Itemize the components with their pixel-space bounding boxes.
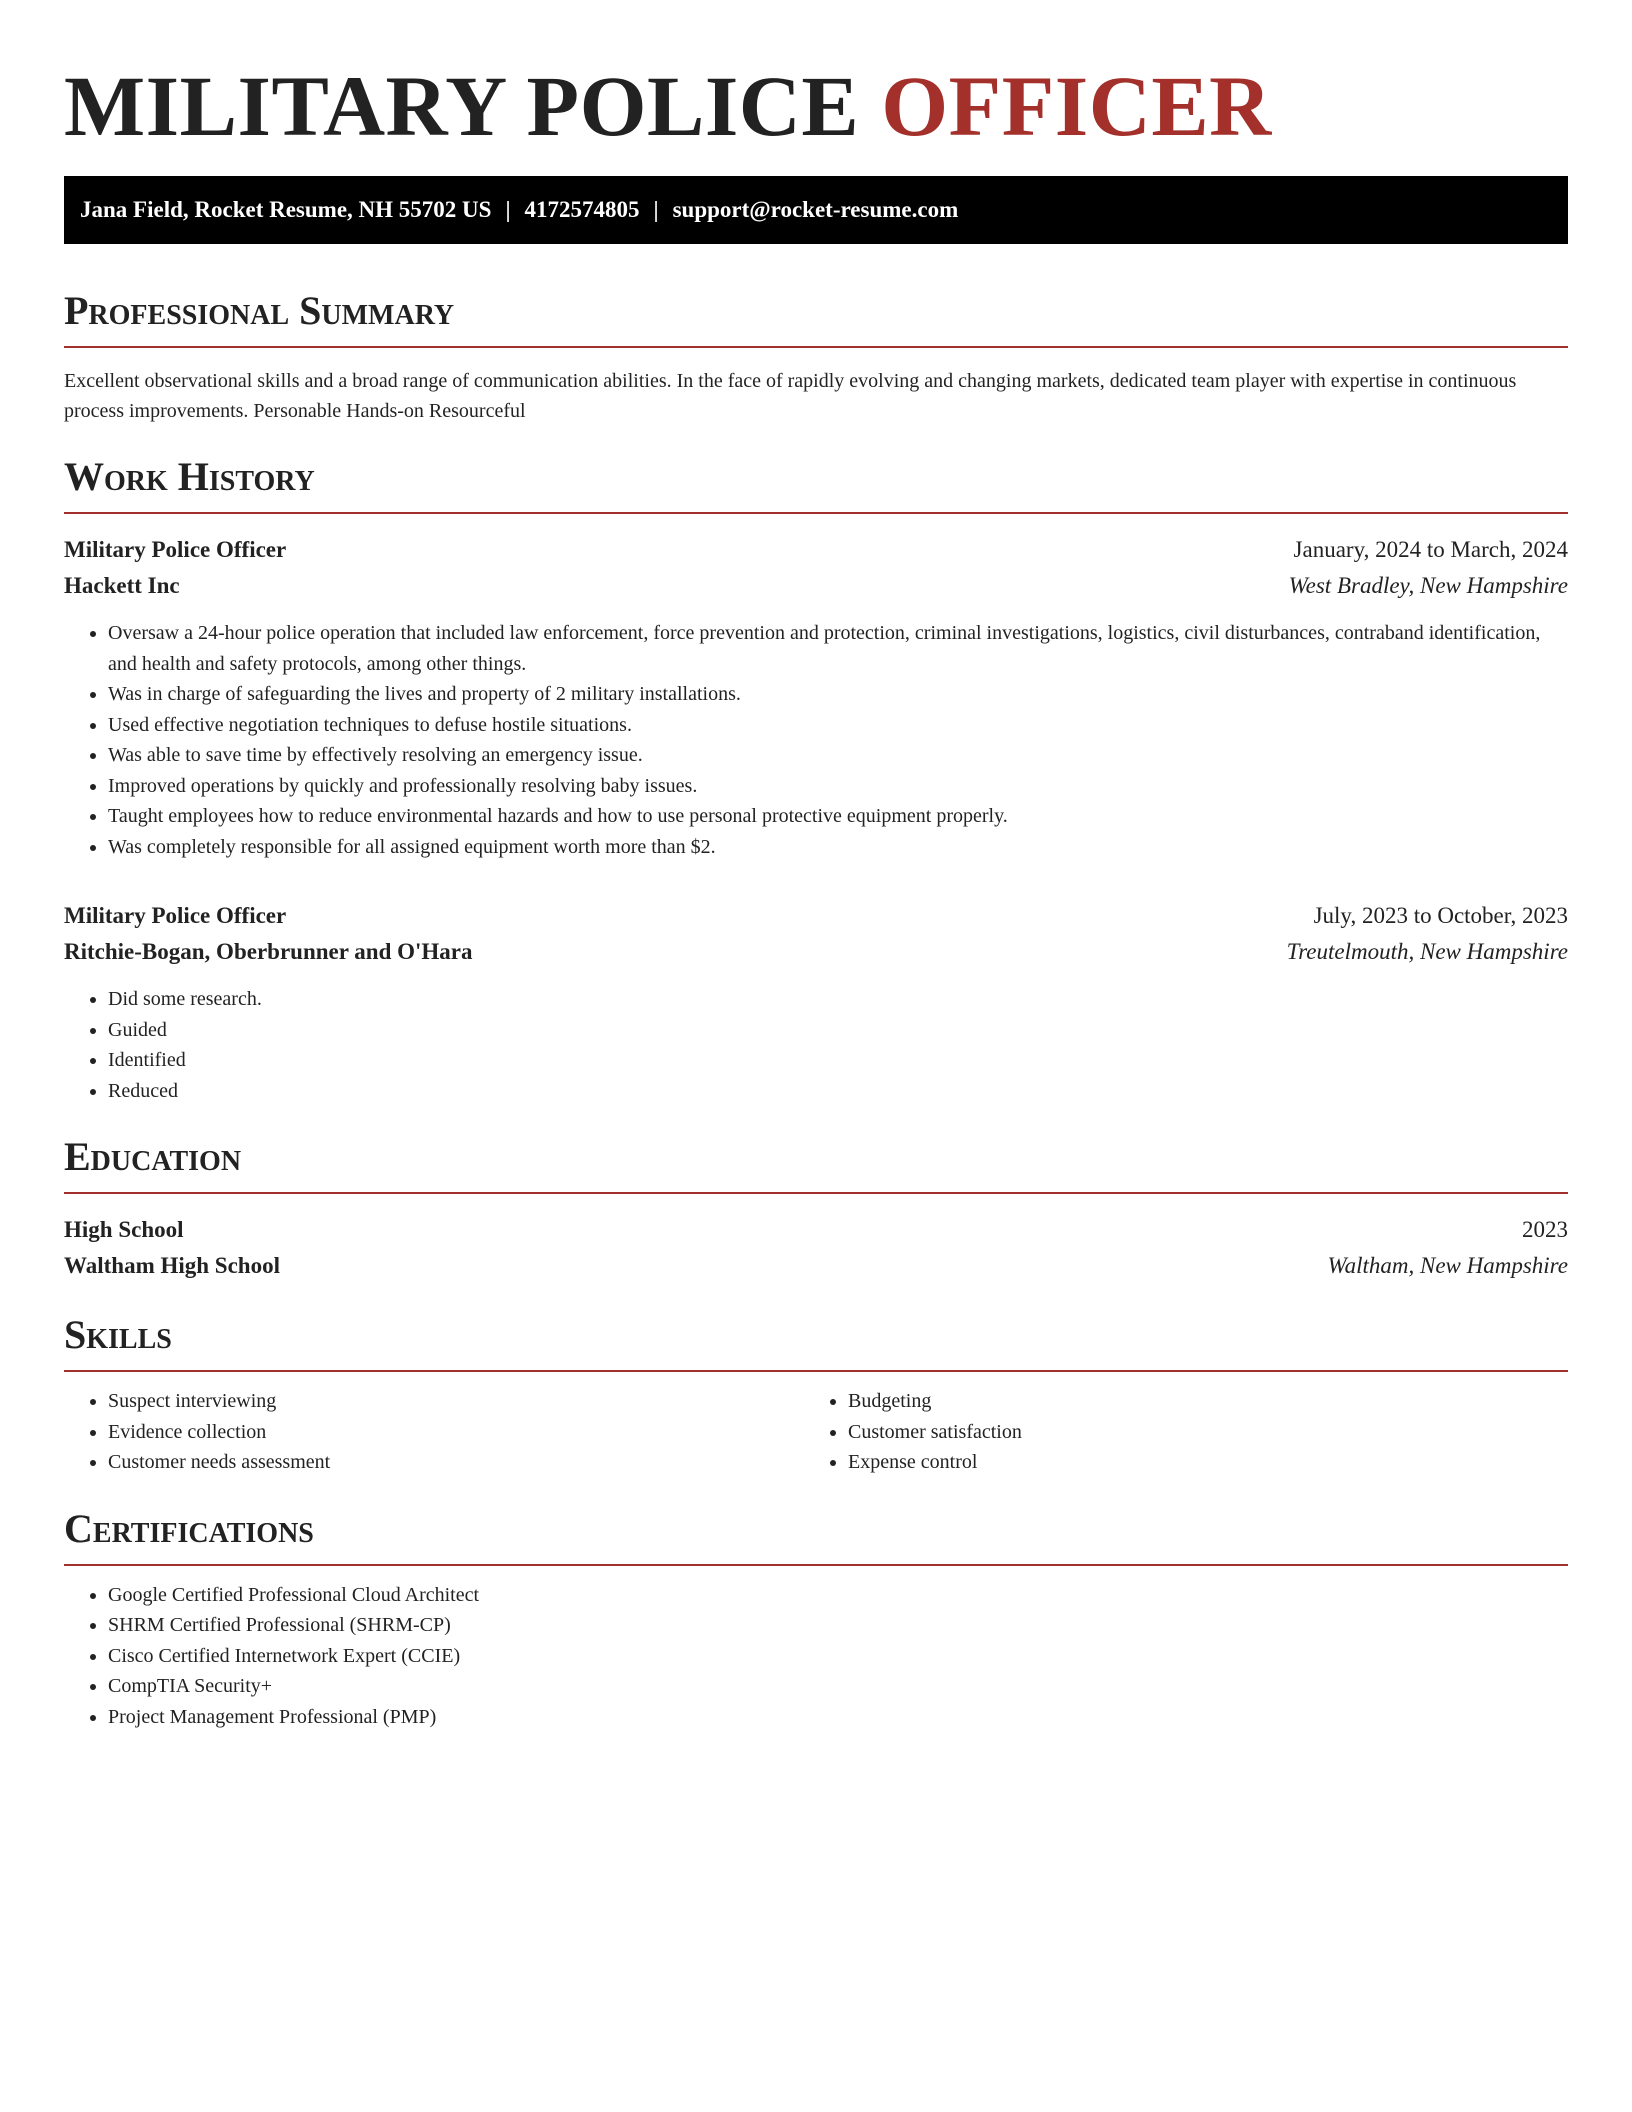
contact-email: support@rocket-resume.com xyxy=(672,197,959,222)
education-school-row xyxy=(64,1248,1568,1284)
contact-phone: 4172574805 xyxy=(524,197,640,222)
education-location: Waltham, New Hampshire xyxy=(1327,1253,1568,1278)
page-title xyxy=(64,56,1568,156)
list-item: • Used effective negotiation techniques to defuse hostile situations. xyxy=(108,710,1568,741)
list-item: • SHRM Certified Professional (SHRM-CP) xyxy=(108,1610,1568,1641)
section-heading-certifications: Certifications xyxy=(64,1506,1568,1566)
list-item: • Identified xyxy=(108,1045,1568,1076)
list-item: • CompTIA Security+ xyxy=(108,1671,1568,1702)
job-title: Military Police Officer xyxy=(64,537,287,562)
section-heading-summary: Professional Summary xyxy=(64,288,1568,348)
summary-section xyxy=(64,288,1568,426)
section-heading-education: Education xyxy=(64,1134,1568,1194)
list-item: • Project Management Professional (PMP) xyxy=(108,1702,1568,1733)
contact-address: Jana Field, Rocket Resume, NH 55702 US xyxy=(80,197,492,222)
contact-separator: | xyxy=(505,197,511,222)
summary-text: Excellent observational skills and a broad range of communication abilities. In the face of rapidly evolving and changing markets, dedicated team player with expertise in continuous process improvements. Personable Hands-on Resourceful xyxy=(64,370,1517,422)
job-dates: July, 2023 to October, 2023 xyxy=(1313,903,1568,928)
job-company-row xyxy=(64,568,1568,604)
list-item: • Oversaw a 24-hour police operation that included law enforcement, force prevention and protection, criminal investigations, logistics, civil disturbances, contraband identification, and health and safety protocols, among other things. xyxy=(108,618,1568,679)
job-location: West Bradley, New Hampshire xyxy=(1288,573,1568,598)
education-year: 2023 xyxy=(1522,1217,1568,1242)
contact-separator: | xyxy=(653,197,659,222)
job-header-row xyxy=(64,532,1568,568)
contact-bar xyxy=(64,176,1568,244)
education-entry xyxy=(64,1212,1568,1284)
job-dates: January, 2024 to March, 2024 xyxy=(1293,537,1568,562)
job-entry xyxy=(64,898,1568,1106)
list-item: • Reduced xyxy=(108,1076,1568,1107)
list-item: • Did some research. xyxy=(108,984,1568,1015)
skills-list-left xyxy=(64,1386,804,1478)
skills-section xyxy=(64,1312,1568,1478)
job-company-row xyxy=(64,934,1568,970)
section-heading-skills: Skills xyxy=(64,1312,1568,1372)
job-bullets xyxy=(64,618,1568,862)
list-item: • Guided xyxy=(108,1015,1568,1046)
list-item: • Improved operations by quickly and professionally resolving baby issues. xyxy=(108,771,1568,802)
skills-list-right xyxy=(804,1386,1544,1478)
list-item: • Expense control xyxy=(848,1447,1544,1478)
job-company: Hackett Inc xyxy=(64,573,180,598)
education-degree: High School xyxy=(64,1217,184,1242)
job-bullets xyxy=(64,984,1568,1106)
list-item: • Customer needs assessment xyxy=(108,1447,804,1478)
job-location: Treutelmouth, New Hampshire xyxy=(1286,939,1568,964)
list-item: • Was in charge of safeguarding the lives and property of 2 military installations. xyxy=(108,679,1568,710)
title-main: MILITARY POLICE xyxy=(64,58,860,154)
certifications-list xyxy=(64,1580,1568,1733)
education-header-row xyxy=(64,1212,1568,1248)
list-item: • Was completely responsible for all assigned equipment worth more than $2. xyxy=(108,832,1568,863)
list-item: • Was able to save time by effectively resolving an emergency issue. xyxy=(108,740,1568,771)
list-item: • Customer satisfaction xyxy=(848,1417,1544,1448)
job-entry xyxy=(64,532,1568,862)
list-item: • Suspect interviewing xyxy=(108,1386,804,1417)
section-heading-work: Work History xyxy=(64,454,1568,514)
list-item: • Cisco Certified Internetwork Expert (CCIE) xyxy=(108,1641,1568,1672)
list-item: • Evidence collection xyxy=(108,1417,804,1448)
list-item: • Taught employees how to reduce environmental hazards and how to use personal protective equipment properly. xyxy=(108,801,1568,832)
skills-grid xyxy=(64,1386,1568,1478)
education-school: Waltham High School xyxy=(64,1253,280,1278)
list-item: • Budgeting xyxy=(848,1386,1544,1417)
title-accent: OFFICER xyxy=(881,58,1272,154)
work-history-section xyxy=(64,454,1568,1106)
certifications-section xyxy=(64,1506,1568,1733)
job-title: Military Police Officer xyxy=(64,903,287,928)
education-section xyxy=(64,1134,1568,1284)
list-item: • Google Certified Professional Cloud Architect xyxy=(108,1580,1568,1611)
job-company: Ritchie-Bogan, Oberbrunner and O'Hara xyxy=(64,939,473,964)
job-header-row xyxy=(64,898,1568,934)
